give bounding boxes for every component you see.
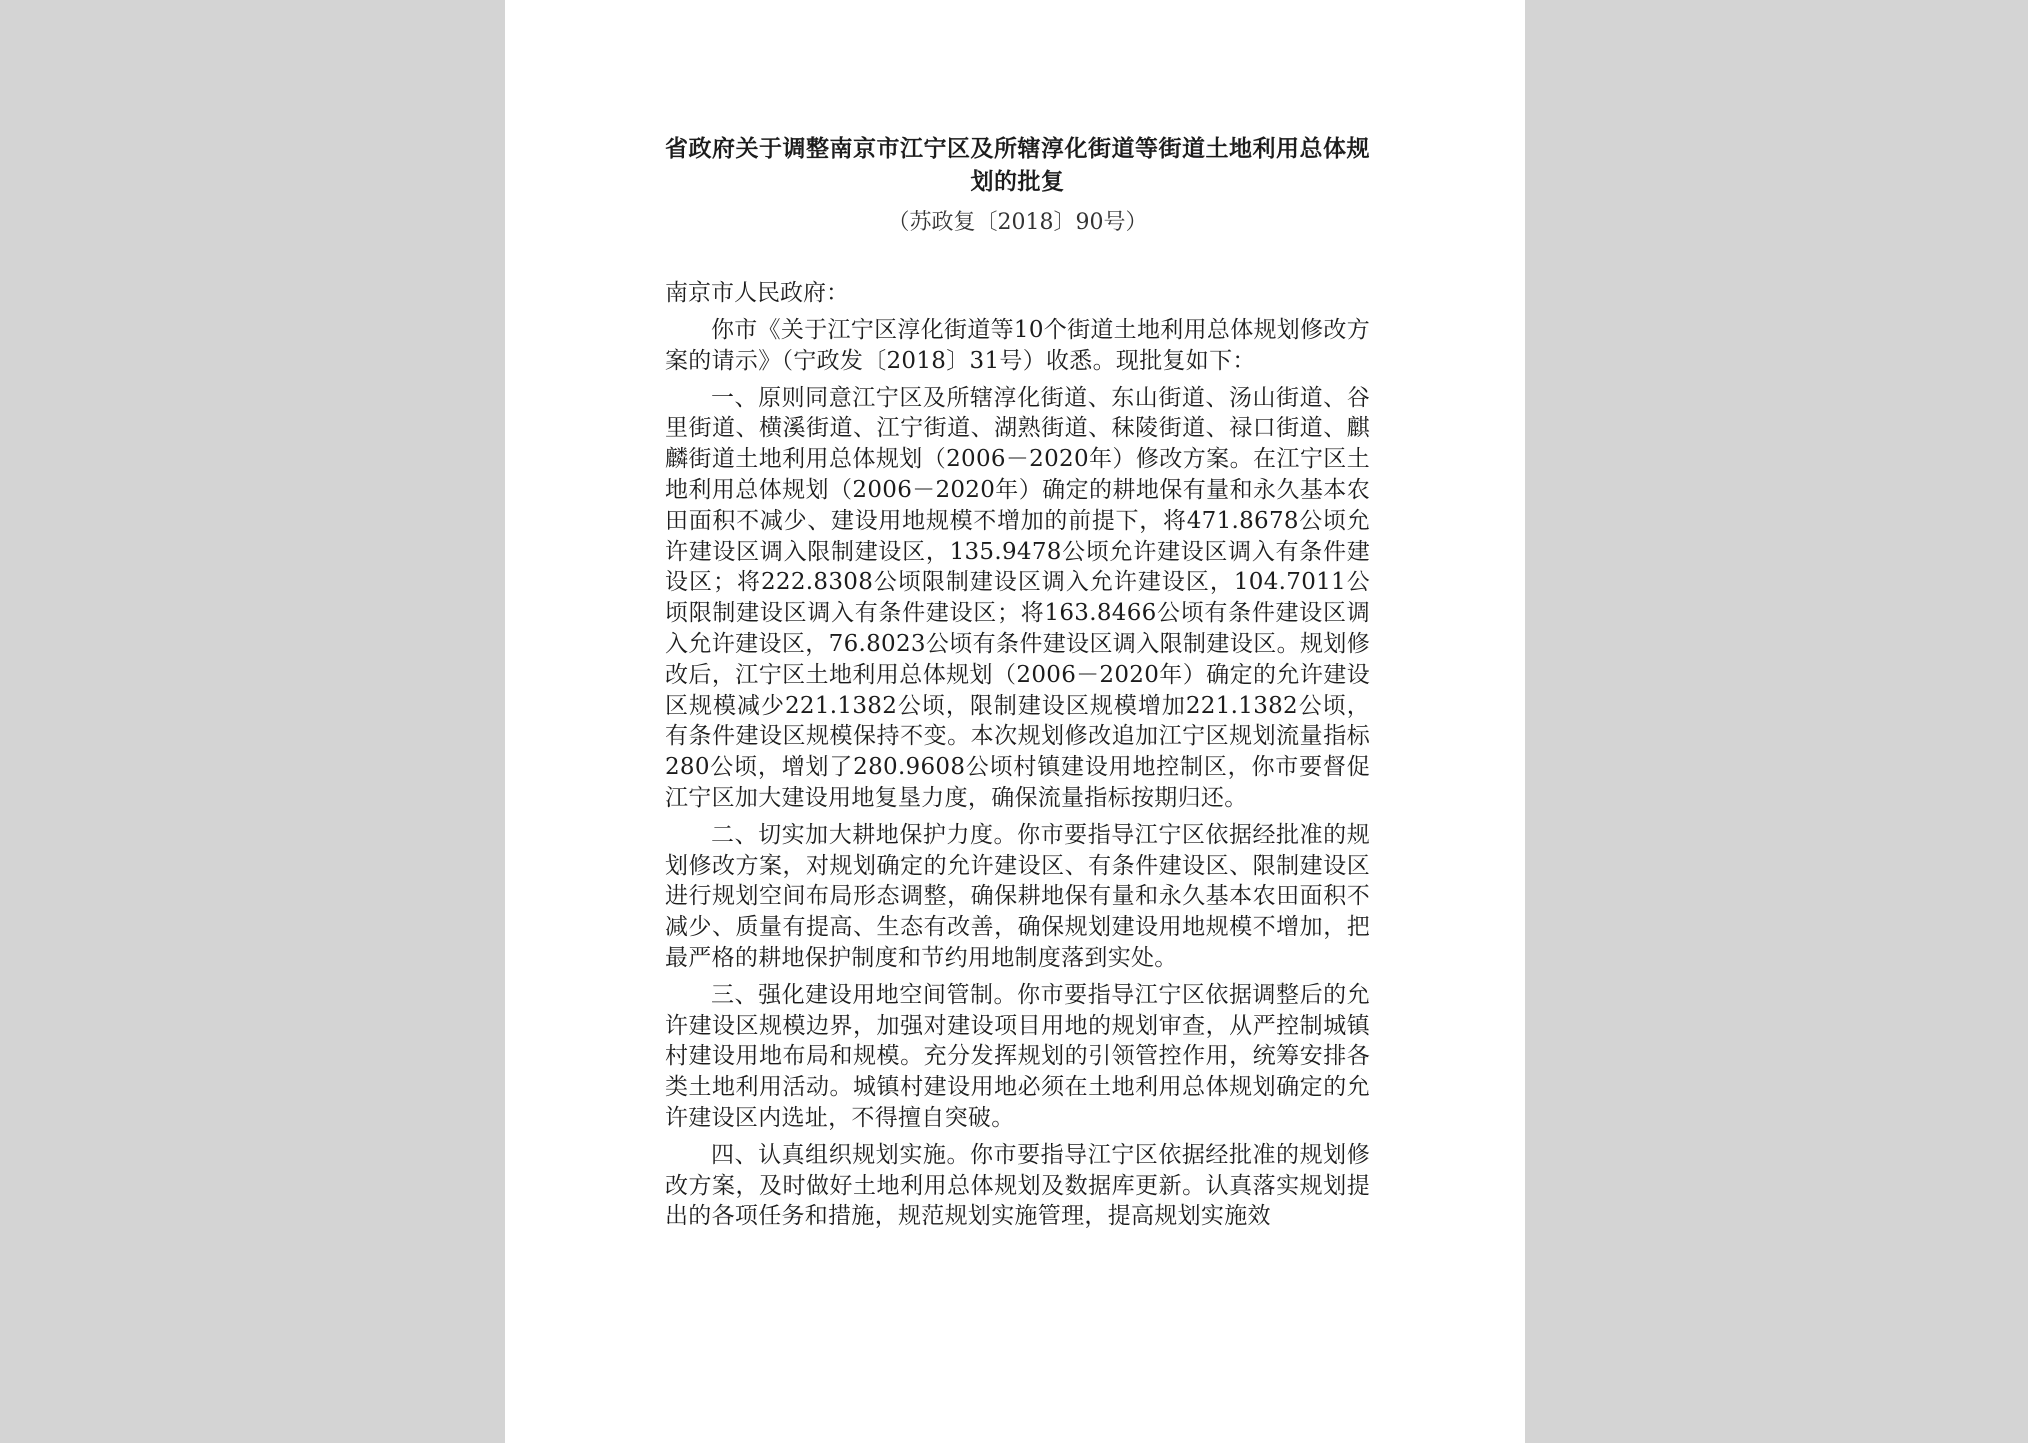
paragraph-item-3: 三、强化建设用地空间管制。你市要指导江宁区依据调整后的允许建设区规模边界，加强对建设项目用地的规划审查，从严控制城镇村建设用地布局和规模。充分发挥规划的引领管控作用，统筹安排各类土地利用活动。城镇村建设用地必须在土地利用总体规划确定的允许建设区内选址，不得擅自突破。 — [665, 981, 1370, 1131]
addressee: 南京市人民政府： — [665, 280, 849, 306]
document-page — [505, 0, 1525, 1443]
paragraph-item-2: 二、切实加大耕地保护力度。你市要指导江宁区依据经批准的规划修改方案，对规划确定的允许建设区、有条件建设区、限制建设区进行规划空间布局形态调整，确保耕地保有量和永久基本农田面积不减少、质量有提高、生态有改善，确保规划建设用地规模不增加，把最严格的耕地保护制度和节约用地制度落到实处。 — [665, 821, 1370, 971]
paragraph-item-4: 四、认真组织规划实施。你市要指导江宁区依据经批准的规划修改方案，及时做好土地利用总体规划及数据库更新。认真落实规划提出的各项任务和措施，规范规划实施管理，提高规划实施效 — [665, 1141, 1370, 1230]
document-title: 省政府关于调整南京市江宁区及所辖淳化街道等街道土地利用总体规划的批复 — [665, 135, 1370, 195]
paragraph-item-1: 一、原则同意江宁区及所辖淳化街道、东山街道、汤山街道、谷里街道、横溪街道、江宁街道、湖熟街道、秣陵街道、禄口街道、麒麟街道土地利用总体规划（2006－2020年）修改方案。在江宁区土地利用总体规划（2006－2020年）确定的耕地保有量和永久基本农田面积不减少、建设用地规模不增加的前提下，将471.8678公顷允许建设区调入限制建设区，135.9478公顷允许建设区调入有条件建设区；将222.8308公顷限制建设区调入允许建设区，104.7011公顷限制建设区调入有条件建设区；将163.8466公顷有条件建设区调入允许建设区，76.8023公顷有条件建设区调入限制建设区。规划修改后，江宁区土地利用总体规划（2006－2020年）确定的允许建设区规模减少221.1382公顷，限制建设区规模增加221.1382公顷，有条件建设区规模保持不变。本次规划修改追加江宁区规划流量指标280公顷，增划了280.9608公顷村镇建设用地控制区，你市要督促江宁区加大建设用地复垦力度，确保流量指标按期归还。 — [665, 384, 1370, 811]
document-content — [665, 132, 1370, 1238]
document-number: （苏政复〔2018〕90号） — [887, 210, 1148, 235]
paragraph-preamble: 你市《关于江宁区淳化街道等10个街道土地利用总体规划修改方案的请示》（宁政发〔2018〕31号）收悉。现批复如下： — [665, 317, 1370, 374]
